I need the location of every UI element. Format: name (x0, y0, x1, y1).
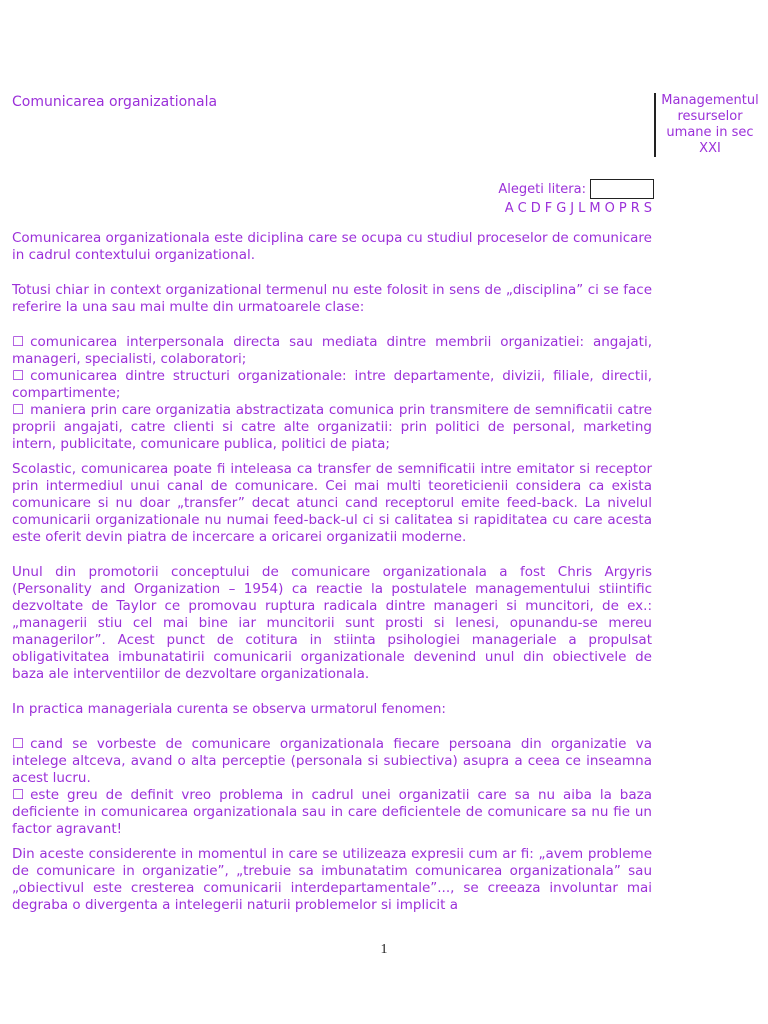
page-number: 1 (380, 942, 388, 957)
list-item-text: comunicarea dintre structuri organizationale: intre departamente, divizii, filiale, directii, compartimente; (12, 368, 652, 401)
list-item-text: maniera prin care organizatia abstractizata comunica prin transmitere de semnificatii catre proprii angajati, catre clienti si catre alte organizatii: prin politici de personal, marketing intern, publicitate, comunicare publica, politici de piata; (12, 402, 652, 452)
letter-links (470, 201, 654, 216)
checkbox-icon: ☐ (12, 787, 25, 803)
list-item (12, 402, 652, 453)
checkbox-icon: ☐ (12, 736, 25, 752)
document-title: Comunicarea organizationala (12, 94, 218, 110)
letter-link-j[interactable]: J (570, 201, 575, 216)
paragraph: Din aceste considerente in momentul in care se utilizeaza expresii cum ar fi: „avem probleme de comunicare in organizatie”, „trebuie sa imbunatatim comunicarea organizationala” sau „obiectivul este cresterea comunicarii interdepartamentale”..., se creeaza involuntar mai degraba o divergenta a intelegerii naturii problemelor si implicit a (12, 846, 652, 913)
checkbox-icon: ☐ (12, 368, 25, 384)
list-item (12, 368, 652, 402)
paragraph: Comunicarea organizationala este diciplina care se ocupa cu studiul proceselor de comunicare in cadrul contextului organizational. (12, 230, 652, 263)
letter-link-g[interactable]: G (556, 201, 567, 216)
letter-link-s[interactable]: S (643, 201, 652, 216)
letter-chooser-label: Alegeti litera: (498, 181, 586, 197)
paragraph: Unul din promotorii conceptului de comunicare organizationala a fost Chris Argyris (Personality and Organization – 1954) ca reactie la postulatele managementului stiintific dezvoltate de Taylor ce promovau ruptura radicala dintre manageri si muncitori, de ex.: „managerii stiu cel mai bine iar muncitorii sunt prosti si lenesi, opunandu-se mereu managerilor”. Acest punct de cotitura in stiinta psihologiei manageriale a propulsat obligativitatea imbunatatirii comunicarii organizationale devenind unul din obiectivele de baza ale interventiilor de dezvoltare organizationala. (12, 564, 652, 682)
checkbox-icon: ☐ (12, 402, 25, 418)
paragraph: Totusi chiar in context organizational termenul nu este folosit in sens de „disciplina” ci se face referire la una sau mai multe din urmatoarele clase: (12, 282, 652, 315)
list-item (12, 787, 652, 838)
letter-link-l[interactable]: L (578, 201, 586, 216)
side-title-link[interactable]: Managementul resurselor umane in sec XXI (654, 93, 762, 157)
letter-link-c[interactable]: C (517, 201, 527, 216)
letter-link-a[interactable]: A (504, 201, 514, 216)
letter-link-r[interactable]: R (630, 201, 640, 216)
list-item-text: comunicarea interpersonala directa sau mediata dintre membrii organizatiei: angajati, manageri, specialisti, colaboratori; (12, 334, 652, 367)
letter-chooser (470, 179, 654, 216)
letter-input[interactable] (590, 179, 654, 199)
list-item (12, 334, 652, 368)
document-body (12, 230, 652, 922)
paragraph: In practica manageriala curenta se observa urmatorul fenomen: (12, 701, 446, 717)
letter-link-f[interactable]: F (544, 201, 553, 216)
paragraph: Scolastic, comunicarea poate fi inteleasa ca transfer de semnificatii intre emitator si receptor prin intermediul unui canal de comunicare. Cei mai multi teoreticienii considera ca exista comunicare si nu doar „transfer” decat atunci cand receptorul emite feed-back. La nivelul comunicarii organizationale nu numai feed-back-ul ci si calitatea si rapiditatea cu care acesta este oferit devin piatra de incercare a oricarei organizatii moderne. (12, 461, 652, 545)
letter-link-d[interactable]: D (530, 201, 541, 216)
letter-link-o[interactable]: O (604, 201, 615, 216)
letter-link-p[interactable]: P (618, 201, 627, 216)
checkbox-icon: ☐ (12, 334, 25, 350)
list-item-text: este greu de definit vreo problema in cadrul unei organizatii care sa nu aiba la baza deficiente in comunicarea organizationala sau in care deficientele de comunicare sa nu fie un factor agravant! (12, 787, 652, 837)
list-item-text: cand se vorbeste de comunicare organizationala fiecare persoana din organizatie va intelege altceva, avand o alta perceptie (personala si subiectiva) asupra a ceea ce inseamna acest lucru. (12, 736, 652, 786)
letter-link-m[interactable]: M (589, 201, 601, 216)
letter-chooser-row (470, 179, 654, 199)
list-item (12, 736, 652, 787)
